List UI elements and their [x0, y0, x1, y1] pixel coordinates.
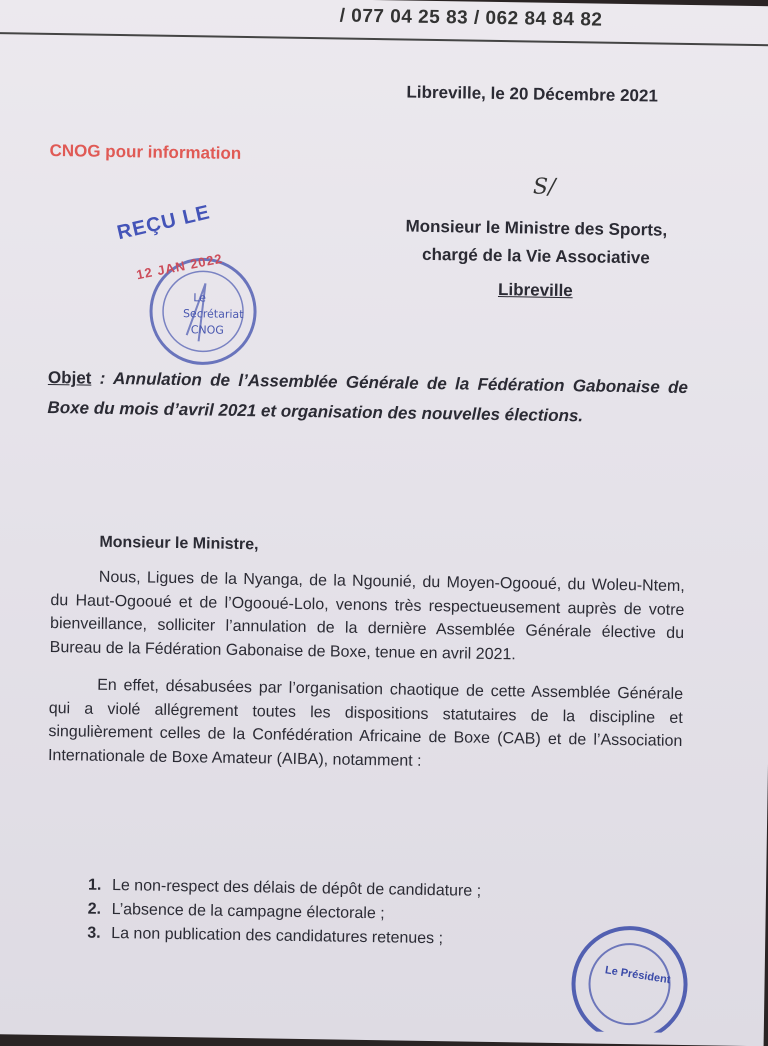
seal-president-label: Le Président	[604, 964, 672, 987]
sa-mark: S/	[532, 174, 556, 200]
list-item-text: La non publication des candidatures retenues ;	[111, 925, 444, 948]
addressee-block	[385, 212, 686, 307]
addressee-line-1: Monsieur le Ministre des Sports,	[405, 216, 668, 240]
seal-text-2: Secrétariat	[182, 307, 244, 322]
received-stamp-label: REÇU LE	[115, 201, 213, 245]
seal-text-3: CNOG	[190, 323, 224, 337]
list-item-number: 2.	[87, 900, 102, 918]
subject-line	[47, 363, 688, 433]
addressee-city: Libreville	[497, 280, 573, 301]
subject-label: Objet	[47, 367, 92, 388]
cnog-handwritten-note: CNOG pour information	[49, 140, 242, 163]
received-stamp-date: 12 JAN 2022	[135, 250, 224, 283]
list-item-text: L’absence de la campagne électorale ;	[111, 901, 385, 923]
subject-text: : Annulation de l’Assemblée Générale de la Fédération Gabonaise de Boxe du mois d’avril 2021 et organisation des nouvelles élections.	[47, 368, 689, 426]
body-paragraph-2: En effet, désabusées par l’organisation chaotique de cette Assemblée Générale qui a violé allégrement toutes les dispositions statutaires de la discipline et singulièrement celles de la Confédération Africaine de Boxe (CAB) et de l’Association Internationale de Boxe Amateur (AIBA), notamment :	[47, 676, 684, 770]
list-item-text: Le non-respect des délais de dépôt de candidature ;	[111, 877, 482, 900]
seal-text-1: Le	[193, 291, 207, 305]
header-divider	[0, 32, 768, 46]
body-paragraph-1: Nous, Ligues de la Nyanga, de la Ngounié, du Moyen-Ogooué, du Woleu-Ntem, du Haut-Ogooué et de l’Ogooué-Lolo, venons très respectueusement auprès de votre bienveillance, solliciter l’annulation de la dernière Assemblée Générale élective du Bureau de la Fédération Gabonaise de Boxe, tenue en avril 2021.	[49, 568, 685, 663]
header-phone-numbers: / 077 04 25 83 / 062 84 84 82	[339, 5, 603, 31]
addressee-line-2: chargé de la Vie Associative	[421, 244, 650, 268]
letter-body	[48, 565, 685, 791]
grievance-list	[87, 874, 648, 955]
salutation: Monsieur le Ministre,	[99, 533, 259, 554]
date-line: Libreville, le 20 Décembre 2021	[406, 82, 659, 106]
list-item-number: 1.	[87, 876, 102, 894]
list-item-number: 3.	[87, 924, 101, 942]
